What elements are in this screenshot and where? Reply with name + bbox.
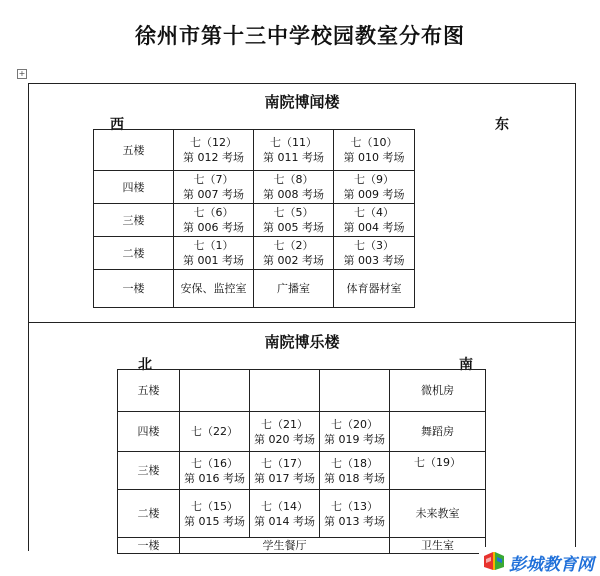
exam-room-label: 第 002 考场 (263, 254, 324, 267)
table-row (94, 237, 415, 270)
table-row (118, 452, 486, 490)
classroom-cell (334, 130, 415, 171)
classroom-cell (334, 204, 415, 237)
classroom-cell (180, 452, 250, 490)
table-row (118, 412, 486, 452)
exam-room-label: 第 006 考场 (183, 221, 244, 234)
floor-label: 二楼 (118, 490, 180, 538)
classroom-cell (254, 130, 334, 171)
table-row (94, 171, 415, 204)
table-row (118, 490, 486, 538)
floor-label: 一楼 (94, 270, 174, 308)
facility-cell: 安保、监控室 (174, 270, 254, 308)
classroom-cell (320, 370, 390, 412)
class-label: 七（13） (331, 499, 378, 513)
table-row (118, 538, 486, 554)
classroom-cell (250, 452, 320, 490)
classroom-cell (180, 370, 250, 412)
class-label: 七（9） (354, 173, 394, 186)
building-title-bowen: 南院博闻楼 (264, 93, 340, 111)
table-row (94, 204, 415, 237)
floor-label: 一楼 (118, 538, 180, 554)
section-divider (28, 322, 576, 323)
exam-room-label: 第 009 考场 (343, 188, 405, 201)
table-row (94, 270, 415, 308)
exam-room-label: 第 004 考场 (343, 221, 405, 234)
direction-east: 东 (495, 117, 509, 133)
class-label: 七（17） (261, 456, 308, 470)
exam-room-label: 第 019 考场 (324, 432, 385, 446)
floor-label: 三楼 (118, 452, 180, 490)
direction-north: 北 (138, 357, 152, 373)
direction-south: 南 (459, 357, 473, 373)
building-title-bole: 南院博乐楼 (264, 333, 340, 351)
class-label: 七（22） (191, 425, 238, 438)
facility-cell: 微机房 (390, 370, 486, 412)
class-label: 七（10） (350, 136, 398, 149)
class-label: 七（14） (261, 499, 308, 513)
site-watermark (479, 547, 600, 576)
floor-label: 五楼 (94, 130, 174, 171)
class-label: 七（12） (190, 136, 237, 149)
table-row (118, 370, 486, 412)
classroom-cell (334, 237, 415, 270)
classroom-cell (174, 204, 254, 237)
classroom-cell (320, 412, 390, 452)
facility-cell: 广播室 (254, 270, 334, 308)
class-label: 七（18） (331, 456, 378, 470)
floor-label: 三楼 (94, 204, 174, 237)
classroom-cell (254, 237, 334, 270)
classroom-cell (174, 130, 254, 171)
table-row (94, 130, 415, 171)
classroom-cell (254, 204, 334, 237)
classroom-cell (320, 452, 390, 490)
classroom-cell (254, 171, 334, 204)
classroom-cell (250, 370, 320, 412)
class-label: 七（1） (193, 239, 234, 252)
class-label: 七（2） (273, 239, 314, 252)
class-label: 七（21） (261, 417, 308, 431)
facility-cell: 舞蹈房 (390, 412, 486, 452)
exam-room-label: 第 018 考场 (324, 471, 385, 485)
exam-room-label: 第 011 考场 (263, 151, 324, 164)
class-label: 七（4） (354, 206, 394, 219)
page-title: 徐州市第十三中学校园教室分布图 (135, 23, 465, 48)
restroom-cell: 卫生室 (390, 538, 486, 554)
floor-label: 二楼 (94, 237, 174, 270)
facility-cell: 体育器材室 (334, 270, 415, 308)
class-label: 七（15） (191, 499, 238, 513)
class-label: 七（6） (193, 206, 234, 219)
exam-room-label: 第 005 考场 (263, 221, 324, 234)
classroom-cell (250, 490, 320, 538)
class-label: 七（5） (273, 206, 314, 219)
exam-room-label: 第 017 考场 (254, 471, 315, 485)
exam-room-label: 第 015 考场 (184, 514, 245, 528)
floor-label: 五楼 (118, 370, 180, 412)
table-move-handle-icon[interactable]: + (18, 69, 26, 78)
class-label: 七（8） (273, 173, 314, 186)
class-label: 七（16） (191, 456, 238, 470)
class-label: 七（19） (414, 456, 461, 469)
classroom-cell (390, 452, 486, 490)
floor-label: 四楼 (118, 412, 180, 452)
exam-room-label: 第 003 考场 (343, 254, 405, 267)
book-logo-icon (483, 550, 505, 572)
exam-room-label: 第 007 考场 (183, 188, 244, 201)
classroom-cell (250, 412, 320, 452)
watermark-text: 彭城教育网 (509, 555, 594, 575)
exam-room-label: 第 014 考场 (254, 514, 315, 528)
class-label: 七（7） (193, 173, 234, 186)
classroom-cell (174, 237, 254, 270)
facility-cell: 未来教室 (390, 490, 486, 538)
class-label: 七（20） (331, 417, 378, 431)
classroom-cell (334, 171, 415, 204)
bole-floor-table (117, 369, 486, 554)
classroom-cell (180, 412, 250, 452)
class-label: 七（11） (270, 136, 317, 149)
direction-west: 西 (110, 117, 124, 133)
canteen-cell: 学生餐厅 (180, 538, 390, 554)
classroom-cell (320, 490, 390, 538)
classroom-cell (180, 490, 250, 538)
exam-room-label: 第 008 考场 (263, 188, 324, 201)
exam-room-label: 第 013 考场 (324, 514, 385, 528)
exam-room-label: 第 010 考场 (343, 151, 405, 164)
floor-label: 四楼 (94, 171, 174, 204)
classroom-cell (174, 171, 254, 204)
class-label: 七（3） (354, 239, 394, 252)
bowen-floor-table (93, 129, 415, 308)
exam-room-label: 第 020 考场 (254, 432, 315, 446)
exam-room-label: 第 012 考场 (183, 151, 244, 164)
exam-room-label: 第 001 考场 (183, 254, 244, 267)
exam-room-label: 第 016 考场 (184, 471, 245, 485)
